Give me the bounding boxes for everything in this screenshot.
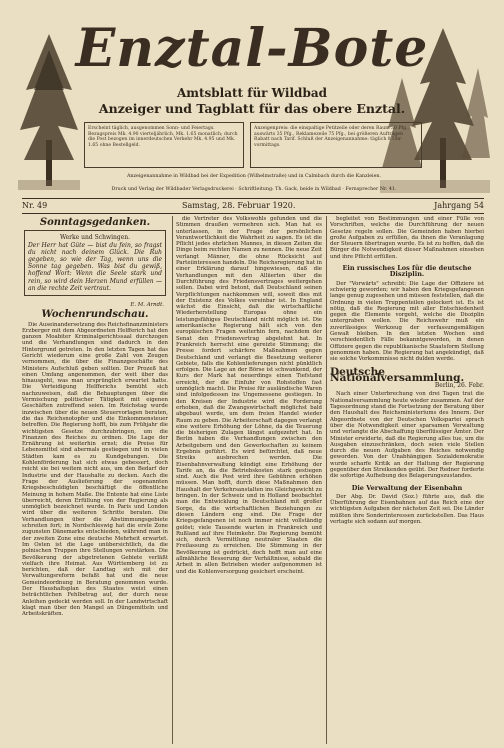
subscription-info-box: Erscheint täglich, ausgenommen Sonn- und Feiertags. Bezugspreis Mk. 4.90 vierteljährlich, Mk. 1.65 monatlich; durch die Post bezogen im innerdeutschen Verkehr Mk. 4.95 und Mk. 1.65 ohne Bestellgeld.: [84, 122, 244, 168]
column-3-text: begleitet von Bestimmungen und einer Fülle von Vorschriften, welche die Durchführung der neuen Gesetze regeln sollen. Die Gemeinden haben hierbei große Aufgaben zu erfüllen, da ihnen die Veranlagung der Steuern übertragen wurde. Es ist zu hoffen, daß die Bürger die Notwendigkeit dieser Maßnahmen einsehen und ihre Pflicht erfüllen.: [330, 216, 484, 260]
railway-heading: Die Verwaltung der Eisenbahn: [351, 483, 463, 492]
discipline-text: Der "Vorwärts" schreibt: Die Lage der Offiziere ist schwierig geworden; wir haben den Kriegsgefangenen lange genug zugesehen und müssen feststellen, daß die Ordnung in vielen Truppenteilen gelockert ist. Es ist nötig, daß die Regierung mit aller Entschiedenheit gegen die Elemente vorgeht, welche die Disziplin untergraben wollen. Die Reichswehr muß ein zuverlässiges Werkzeug der verfassungsmäßigen Gewalt bleiben. In den letzten Wochen sind verschiedentlich Fälle bekanntgeworden, in denen Offiziere gegen die republikanische Staatsform Stellung genommen haben. Die Regierung hat angekündigt, daß sie solche Vorkommnisse nicht dulden werde.: [330, 280, 484, 363]
poem-text: Der Herr hat Güte — bist du fein, so fragst du nicht nach deinem Glück. Die Ruh gegeben, so wie der Tag, wenn uns die Sonne tag gegeben. Was bist du gewiß, hoffend Wort: Wenn die Seele stark und rein, so wird dein Herzen Mund erfüllen — an die rechte Zeit vertraut.: [28, 241, 162, 292]
column-3: [330, 216, 484, 746]
masthead: [0, 0, 504, 200]
dateline: [22, 198, 484, 214]
newspaper-title: Enztal-Bote: [75, 18, 429, 79]
poem-box: [24, 230, 166, 296]
weekly-review-heading: Wochenrundschau.: [41, 309, 149, 321]
column-1: [22, 216, 168, 746]
dateline-place: Berlin, 26. Febr.: [434, 382, 484, 390]
national-assembly-text: Nach einer Unterbrechung von drei Tagen trat die Nationalversammlung heute wieder zusammen. Auf der Tagesordnung stand die Fortsetzung der Beratung über den Haushalt des Reichsministeriums des Innern. Der Abgeordnete von der Deutschen Volkspartei sprach über die Notwendigkeit einer sparsamen Verwaltung und verlangte die Abschaffung überflüssiger Ämter. Der Minister erwiderte, daß die Regierung alles tue, um die Ausgaben einzuschränken, doch seien viele Stellen durch die neuen Aufgaben des Reiches notwendig geworden. Von der Unabhängigen Sozialdemokratie wurde scharfe Kritik an der Haltung der Regierung gegenüber den Streikenden geübt. Der Redner forderte die sofortige Aufhebung des Belagerungszustandes.: [330, 391, 484, 480]
railway-text: Der Abg. Dr. David (Soz.) führte aus, daß die Überführung der Eisenbahnen auf das Reich eine der wichtigsten Aufgaben der nächsten Zeit sei. Die Länder müßten ihre Sonderinteressen zurückstellen. Das Haus vertagte sich sodann auf morgen.: [330, 493, 484, 526]
column-2: [176, 216, 322, 746]
sunday-thoughts-heading: Sonntagsgedanken.: [39, 217, 151, 228]
discipline-heading: Ein russisches Los für die deutsche Disziplin.: [342, 264, 472, 279]
issue-date: Samstag, 28. Februar 1920.: [182, 201, 296, 210]
column-divider: [172, 216, 173, 744]
poem-author: E. M. Arndt.: [130, 301, 164, 308]
poem-title: Werke und Schwingen.: [59, 234, 131, 242]
weekly-review-text: Die Auseinandersetzung des Reichsfinanzministers Erzberger mit dem Abgeordneten Helfferich hat den ganzen Moabiter Kriminalgerichtssaal durchzogen und die Verhandlungen sind dadurch in den Hintergrund getreten. In den letzten Tagen hat das Gericht wiederum eine große Zahl von Zeugen vernommen, die über die Finanzgeschäfte des Ministers Aufschluß geben sollten. Der Prozeß hat einen Umfang angenommen, der weit über das hinausgeht, was man ursprünglich erwartet hatte. Die Verteidigung Helfferichs bemüht sich nachzuweisen, daß die Behauptungen über die Vermischung politischer Tätigkeit mit eigenen Geschäften zutreffend seien. Im Reichstag wurde inzwischen über die neuen Steuervorlagen beraten, die das Reichsnotopfer und die Einkommensteuer betreffen. Die Regierung hofft, bis zum Frühjahr die wichtigsten Gesetze durchzubringen, um die Finanzen des Reiches zu ordnen. Die Lage der Ernährung ist weiterhin ernst; die Preise für Lebensmittel sind abermals gestiegen und in vielen Städten kam es zu Kundgebungen. Die Kohlenförderung hat sich etwas gebessert, doch reicht sie bei weitem nicht aus, um den Bedarf der Industrie und der Haushalte zu decken. Auch die Frage der Auslieferung der sogenannten Kriegsbeschuldigten beschäftigt die öffentliche Meinung in hohem Maße. Die Entente hat eine Liste überreicht, deren Erfüllung von der Regierung als unmöglich bezeichnet wurde. In Paris und London wird über die weiteren Schritte beraten. Die Verhandlungen über die Abstimmungsgebiete schreiten fort; in Nordschleswig hat die erste Zone zugunsten Dänemarks entschieden, während man in der zweiten Zone eine deutsche Mehrheit erwartet. Im Osten ist die Lage unübersichtlich, da die polnischen Truppen ihre Stellungen verstärken. Die Bevölkerung der abgetretenen Gebiete verläßt vielfach ihre Heimat. Aus Württemberg ist zu berichten, daß der Landtag sich mit der Verwaltungsreform befaßt hat und die neue Gemeindeordnung in Beratung genommen wurde. Der Haushaltsplan des Staates weist einen beträchtlichen Fehlbetrag auf, der durch neue Anleihen gedeckt werden soll. In der Landwirtschaft klagt man über den Mangel an Düngemitteln und Arbeitskräften.: [22, 321, 168, 618]
issue-number: Nr. 49: [22, 201, 48, 210]
national-assembly-heading: Deutsche Nationalversammlung.: [330, 365, 465, 384]
column-divider: [326, 216, 327, 744]
volume-year: Jahrgang 54: [434, 201, 484, 210]
advertising-info-box: Anzeigenpreis: die einspaltige Petitzeile oder deren Raum 30 Pfg., auswärts 35 Pfg., Reklamezeile 75 Pfg., bei größeren Aufträgen Rabatt nach Tarif. Schluß der Anzeigenannahme: täglich 8 Uhr vormittags.: [250, 122, 422, 168]
ad-acceptance-notice: Anzeigenannahme in Wildbad bei der Expedition (Wilhelmstraße) und in Calmbach durch die Kanzleien.: [126, 174, 382, 179]
newspaper-tagline: Anzeiger und Tagblatt für das obere Enztal.: [98, 101, 406, 116]
newspaper-subtitle: Amtsblatt für Wildbad: [176, 86, 327, 100]
column-2-text: die Vertreter des Volkswohls gefunden und die Stimmen draußen vermehren sich. Man hat es unterlassen, in der Frage der persönlichen Verantwortlichkeit die Wahrheit zu sagen. Es ist die Pflicht jedes ehrlichen Mannes, in diesen Zeiten die Dinge beim rechten Namen zu nennen. Die neue Zeit verlangt Männer, die ohne Rücksicht auf Parteiinteressen handeln. Die Reichsregierung hat in einer Erklärung darauf hingewiesen, daß die Verhandlungen mit den Alliierten über die Durchführung des Friedensvertrages weitergehen sollen. Dabei wird betont, daß Deutschland seinen Verpflichtungen nachkommen will, soweit dies mit der Existenz des Volkes vereinbar ist. In England wächst die Einsicht, daß die wirtschaftliche Wiederherstellung Europas ohne ein leistungsfähiges Deutschland nicht möglich ist. Die amerikanische Regierung hält sich von den europäischen Fragen weiterhin fern, nachdem der Senat den Friedensvertrag abgelehnt hat. In Frankreich herrscht eine gereizte Stimmung; die Presse fordert schärfere Maßnahmen gegen Deutschland und verlangt die Besetzung weiterer Gebiete, falls die Kohlenlieferungen nicht pünktlich erfolgen. Die Lage an der Börse ist schwankend, der Kurs der Mark hat neuerdings einen Tiefstand erreicht, der die Einfuhr von Rohstoffen fast unmöglich macht. Die Preise für ausländische Waren sind infolgedessen ins Ungemessene gestiegen. In den Kreisen der Industrie wird die Forderung erhoben, daß die Zwangswirtschaft möglichst bald abgebaut werde, um dem freien Handel wieder Raum zu geben. Die Arbeiterschaft dagegen verlangt eine weitere Erhöhung der Löhne, da die Teuerung die bisherigen Zulagen längst aufgezehrt hat. In Berlin haben die Verhandlungen zwischen den Arbeitgebern und den Gewerkschaften zu keinem Ergebnis geführt. Es wird befürchtet, daß neue Streiks ausbrechen werden. Die Eisenbahnverwaltung kündigt eine Erhöhung der Tarife an, da die Betriebskosten stark gestiegen sind. Auch die Post wird ihre Gebühren erhöhen müssen. Man hofft, durch diese Maßnahmen den Haushalt der Verkehrsanstalten ins Gleichgewicht zu bringen. In der Schweiz und in Holland beobachtet man die Entwicklung in Deutschland mit großer Sorge, da die wirtschaftlichen Beziehungen zu diesen Ländern eng sind. Die Frage der Kriegsgefangenen ist noch immer nicht vollständig gelöst; viele Tausende warten in Frankreich und Rußland auf ihre Heimkehr. Die Regierung bemüht sich, durch Vermittlung neutraler Staaten die Freilassung zu erreichen. Die Stimmung in der Bevölkerung ist gedrückt, doch hofft man auf eine allmähliche Besserung der Verhältnisse, sobald die Arbeit in allen Betrieben wieder aufgenommen ist und die Kohlenversorgung gesichert erscheint.: [176, 216, 322, 575]
publisher-line: Druck und Verlag der Wildbader Verlagsdruckerei · Schriftleitung: Th. Gack, beide in Wildbad · Fernsprecher Nr. 41.: [111, 187, 397, 192]
